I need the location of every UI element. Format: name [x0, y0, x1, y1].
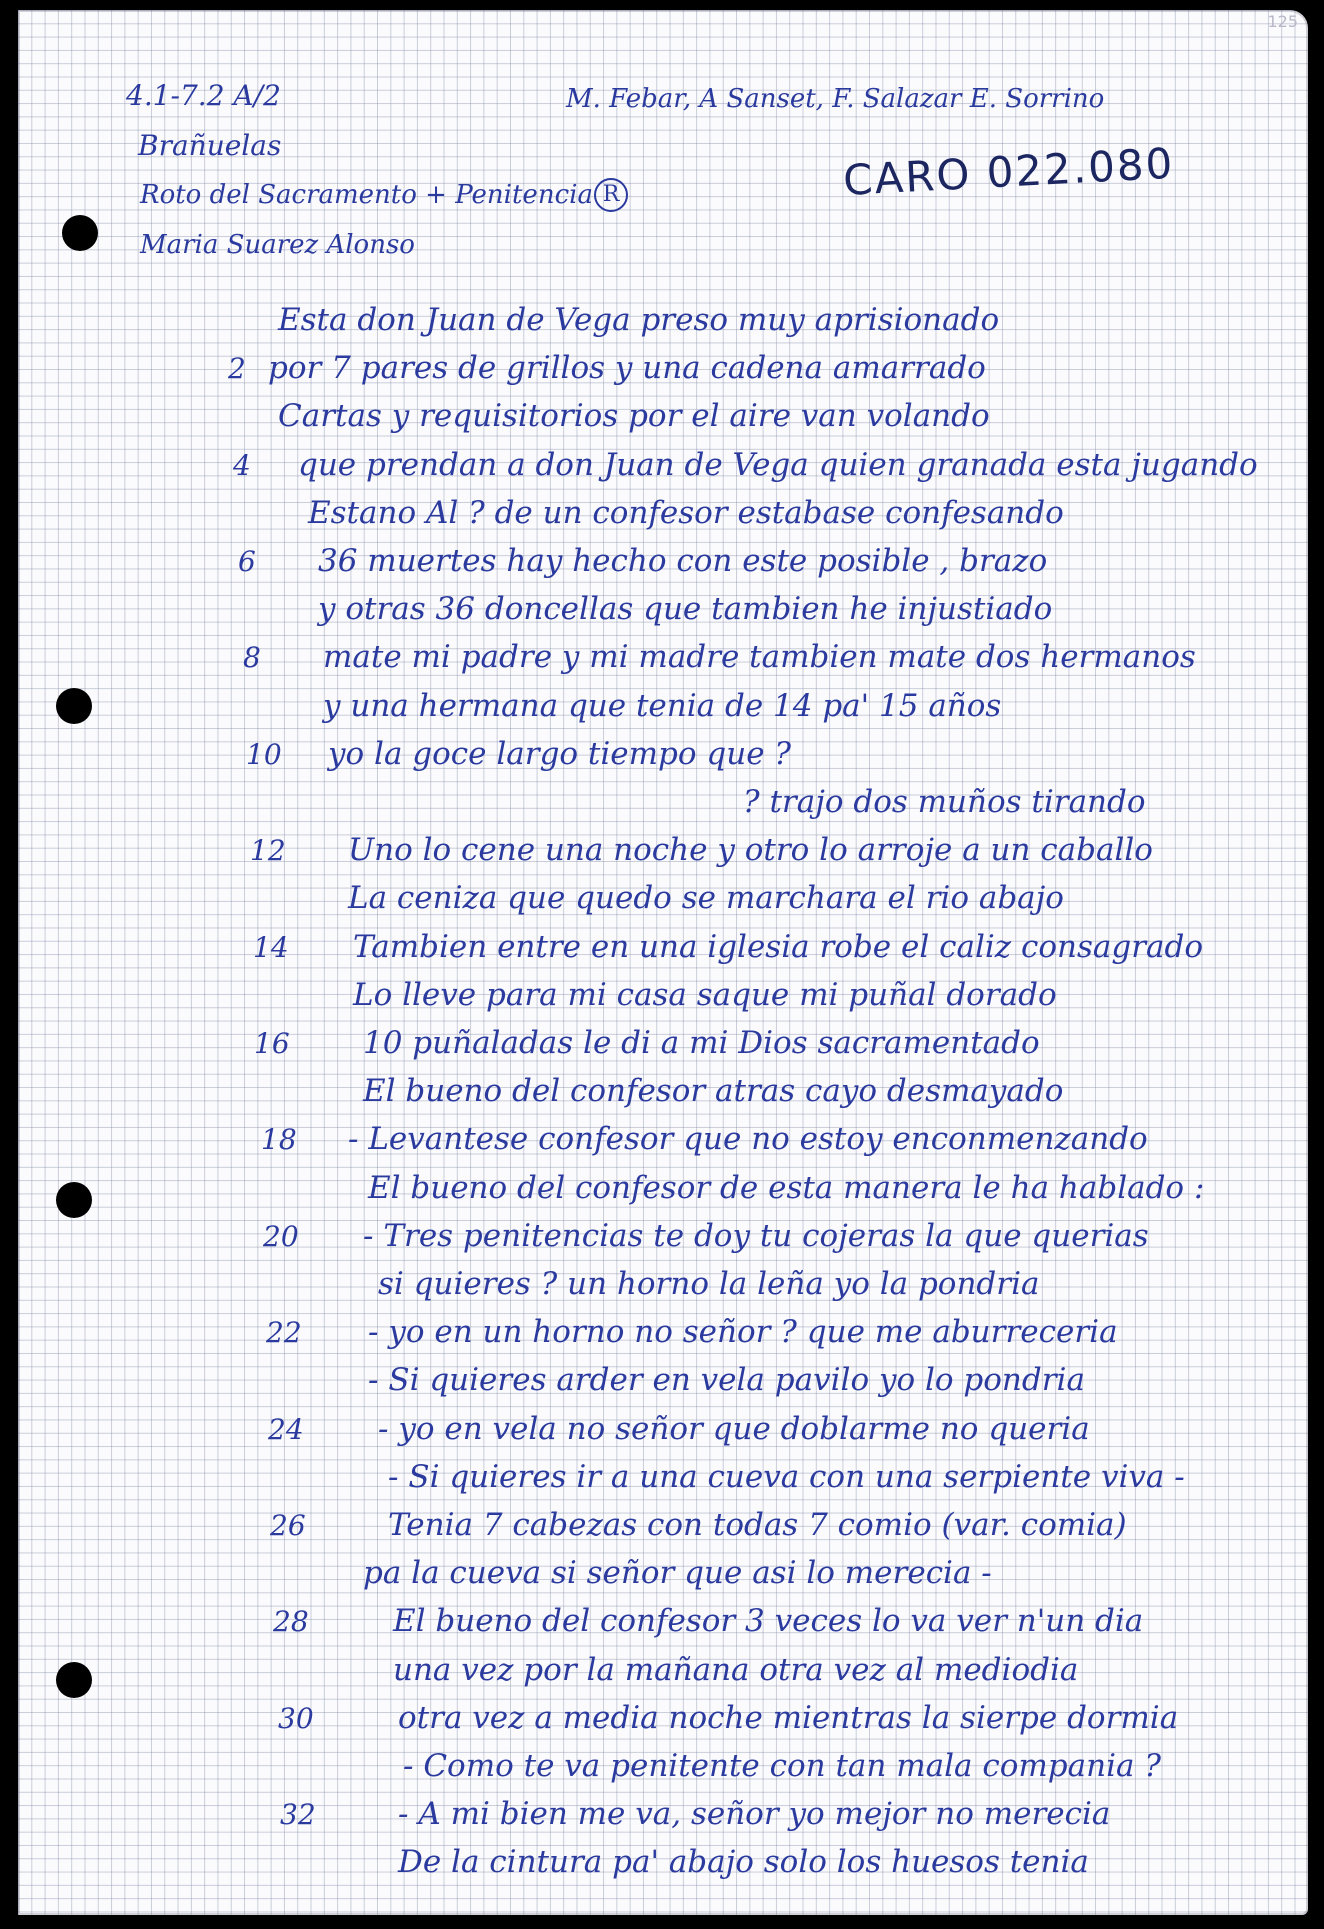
verse-line: una vez por la mañana otra vez al mediodia	[393, 1651, 1079, 1688]
verse-line: y otras 36 doncellas que tambien he injustiado	[318, 591, 1053, 628]
verse-line: Lo lleve para mi casa saque mi puñal dorado	[353, 976, 1057, 1013]
binder-hole	[62, 215, 98, 251]
place-name: Brañuelas	[138, 129, 282, 162]
verse-line: El bueno del confesor 3 veces lo va ver n'un dia	[393, 1603, 1144, 1640]
verse-line: por 7 pares de grillos y una cadena amarrado	[268, 350, 986, 387]
verse-line: Tenia 7 cabezas con todas 7 comio (var. comia)	[388, 1507, 1127, 1543]
verse-line: - Levantese confesor que no estoy enconmenzando	[348, 1121, 1148, 1158]
verse-line: - yo en vela no señor que doblarme no queria	[378, 1410, 1090, 1447]
archive-code: CARO 022.080	[842, 138, 1176, 205]
verse-line: Uno lo cene una noche y otro lo arroje a un caballo	[348, 832, 1153, 869]
corner-page-number: 125	[1267, 12, 1298, 31]
verse-line: El bueno del confesor de esta manera le ha hablado :	[368, 1169, 1205, 1206]
verse-number: 20	[263, 1219, 299, 1253]
verse-number: 32	[280, 1798, 316, 1832]
verse-line: 36 muertes hay hecho con este posible , brazo	[318, 543, 1048, 579]
verse-number: 8	[243, 641, 261, 675]
verse-line: De la cintura pa' abajo solo los huesos tenia	[398, 1844, 1089, 1881]
verse-line: mate mi padre y mi madre tambien mate dos hermanos	[323, 639, 1196, 676]
verse-line: Esta don Juan de Vega preso muy aprisionado	[278, 302, 1000, 338]
verse-line: El bueno del confesor atras cayo desmayado	[363, 1073, 1064, 1110]
verse-line: Tambien entre en una iglesia robe el caliz consagrado	[353, 928, 1204, 965]
notebook-page	[18, 10, 1308, 1915]
verse-line: - Si quieres ir a una cueva con una serpiente viva -	[388, 1458, 1185, 1495]
circled-mark: R	[594, 178, 628, 212]
verse-number: 30	[278, 1701, 314, 1735]
verse-number: 26	[270, 1509, 306, 1542]
verse-line: y una hermana que tenia de 14 pa' 15 años	[323, 687, 1002, 724]
collectors: M. Febar, A Sanset, F. Salazar E. Sorrino	[566, 84, 1105, 114]
verse-line: Cartas y requisitorios por el aire van volando	[278, 398, 990, 435]
verse-line: ? trajo dos muños tirando	[743, 784, 1146, 820]
binder-hole	[56, 1662, 92, 1698]
verse-line: otra vez a media noche mientras la sierpe dormia	[398, 1699, 1179, 1736]
verse-line: - Si quieres arder en vela pavilo yo lo pondria	[368, 1362, 1085, 1399]
verse-number: 6	[238, 545, 256, 578]
verse-number: 2	[228, 352, 246, 386]
verse-line: que prendan a don Juan de Vega quien granada esta jugando	[298, 446, 1258, 483]
catalog-code: 4.1-7.2 A/2	[126, 79, 281, 112]
verse-number: 22	[266, 1316, 302, 1350]
verse-line: pa la cueva si señor que asi lo merecia -	[363, 1555, 992, 1592]
verse-number: 10	[246, 737, 282, 771]
verse-line: - Como te va penitente con tan mala compania ?	[403, 1748, 1161, 1784]
verse-line: si quieres ? un horno la leña yo la pondria	[378, 1266, 1040, 1302]
verse-line: Estano Al ? de un confesor estabase confesando	[308, 494, 1064, 531]
verse-number: 16	[254, 1027, 290, 1060]
informant-name: Maria Suarez Alonso	[140, 230, 415, 260]
verse-number: 18	[261, 1123, 297, 1157]
verse-line: 10 puñaladas le di a mi Dios sacramentado	[363, 1025, 1040, 1061]
verse-line: - yo en un horno no señor ? que me aburreceria	[368, 1314, 1118, 1351]
binder-hole	[56, 688, 92, 724]
verse-line: yo la goce largo tiempo que ?	[328, 735, 792, 772]
ballad-title: Roto del Sacramento + Penitencia	[140, 180, 593, 210]
binder-hole	[56, 1182, 92, 1218]
verse-number: 4	[233, 448, 251, 482]
verse-line: - Tres penitencias te doy tu cojeras la que querias	[363, 1217, 1149, 1254]
verse-number: 24	[268, 1412, 304, 1446]
verse-line: - A mi bien me va, señor yo mejor no merecia	[398, 1796, 1111, 1833]
verse-number: 14	[253, 930, 289, 964]
verse-number: 12	[250, 834, 286, 868]
verse-line: La ceniza que quedo se marchara el rio abajo	[348, 880, 1064, 917]
verse-number: 28	[273, 1605, 309, 1639]
